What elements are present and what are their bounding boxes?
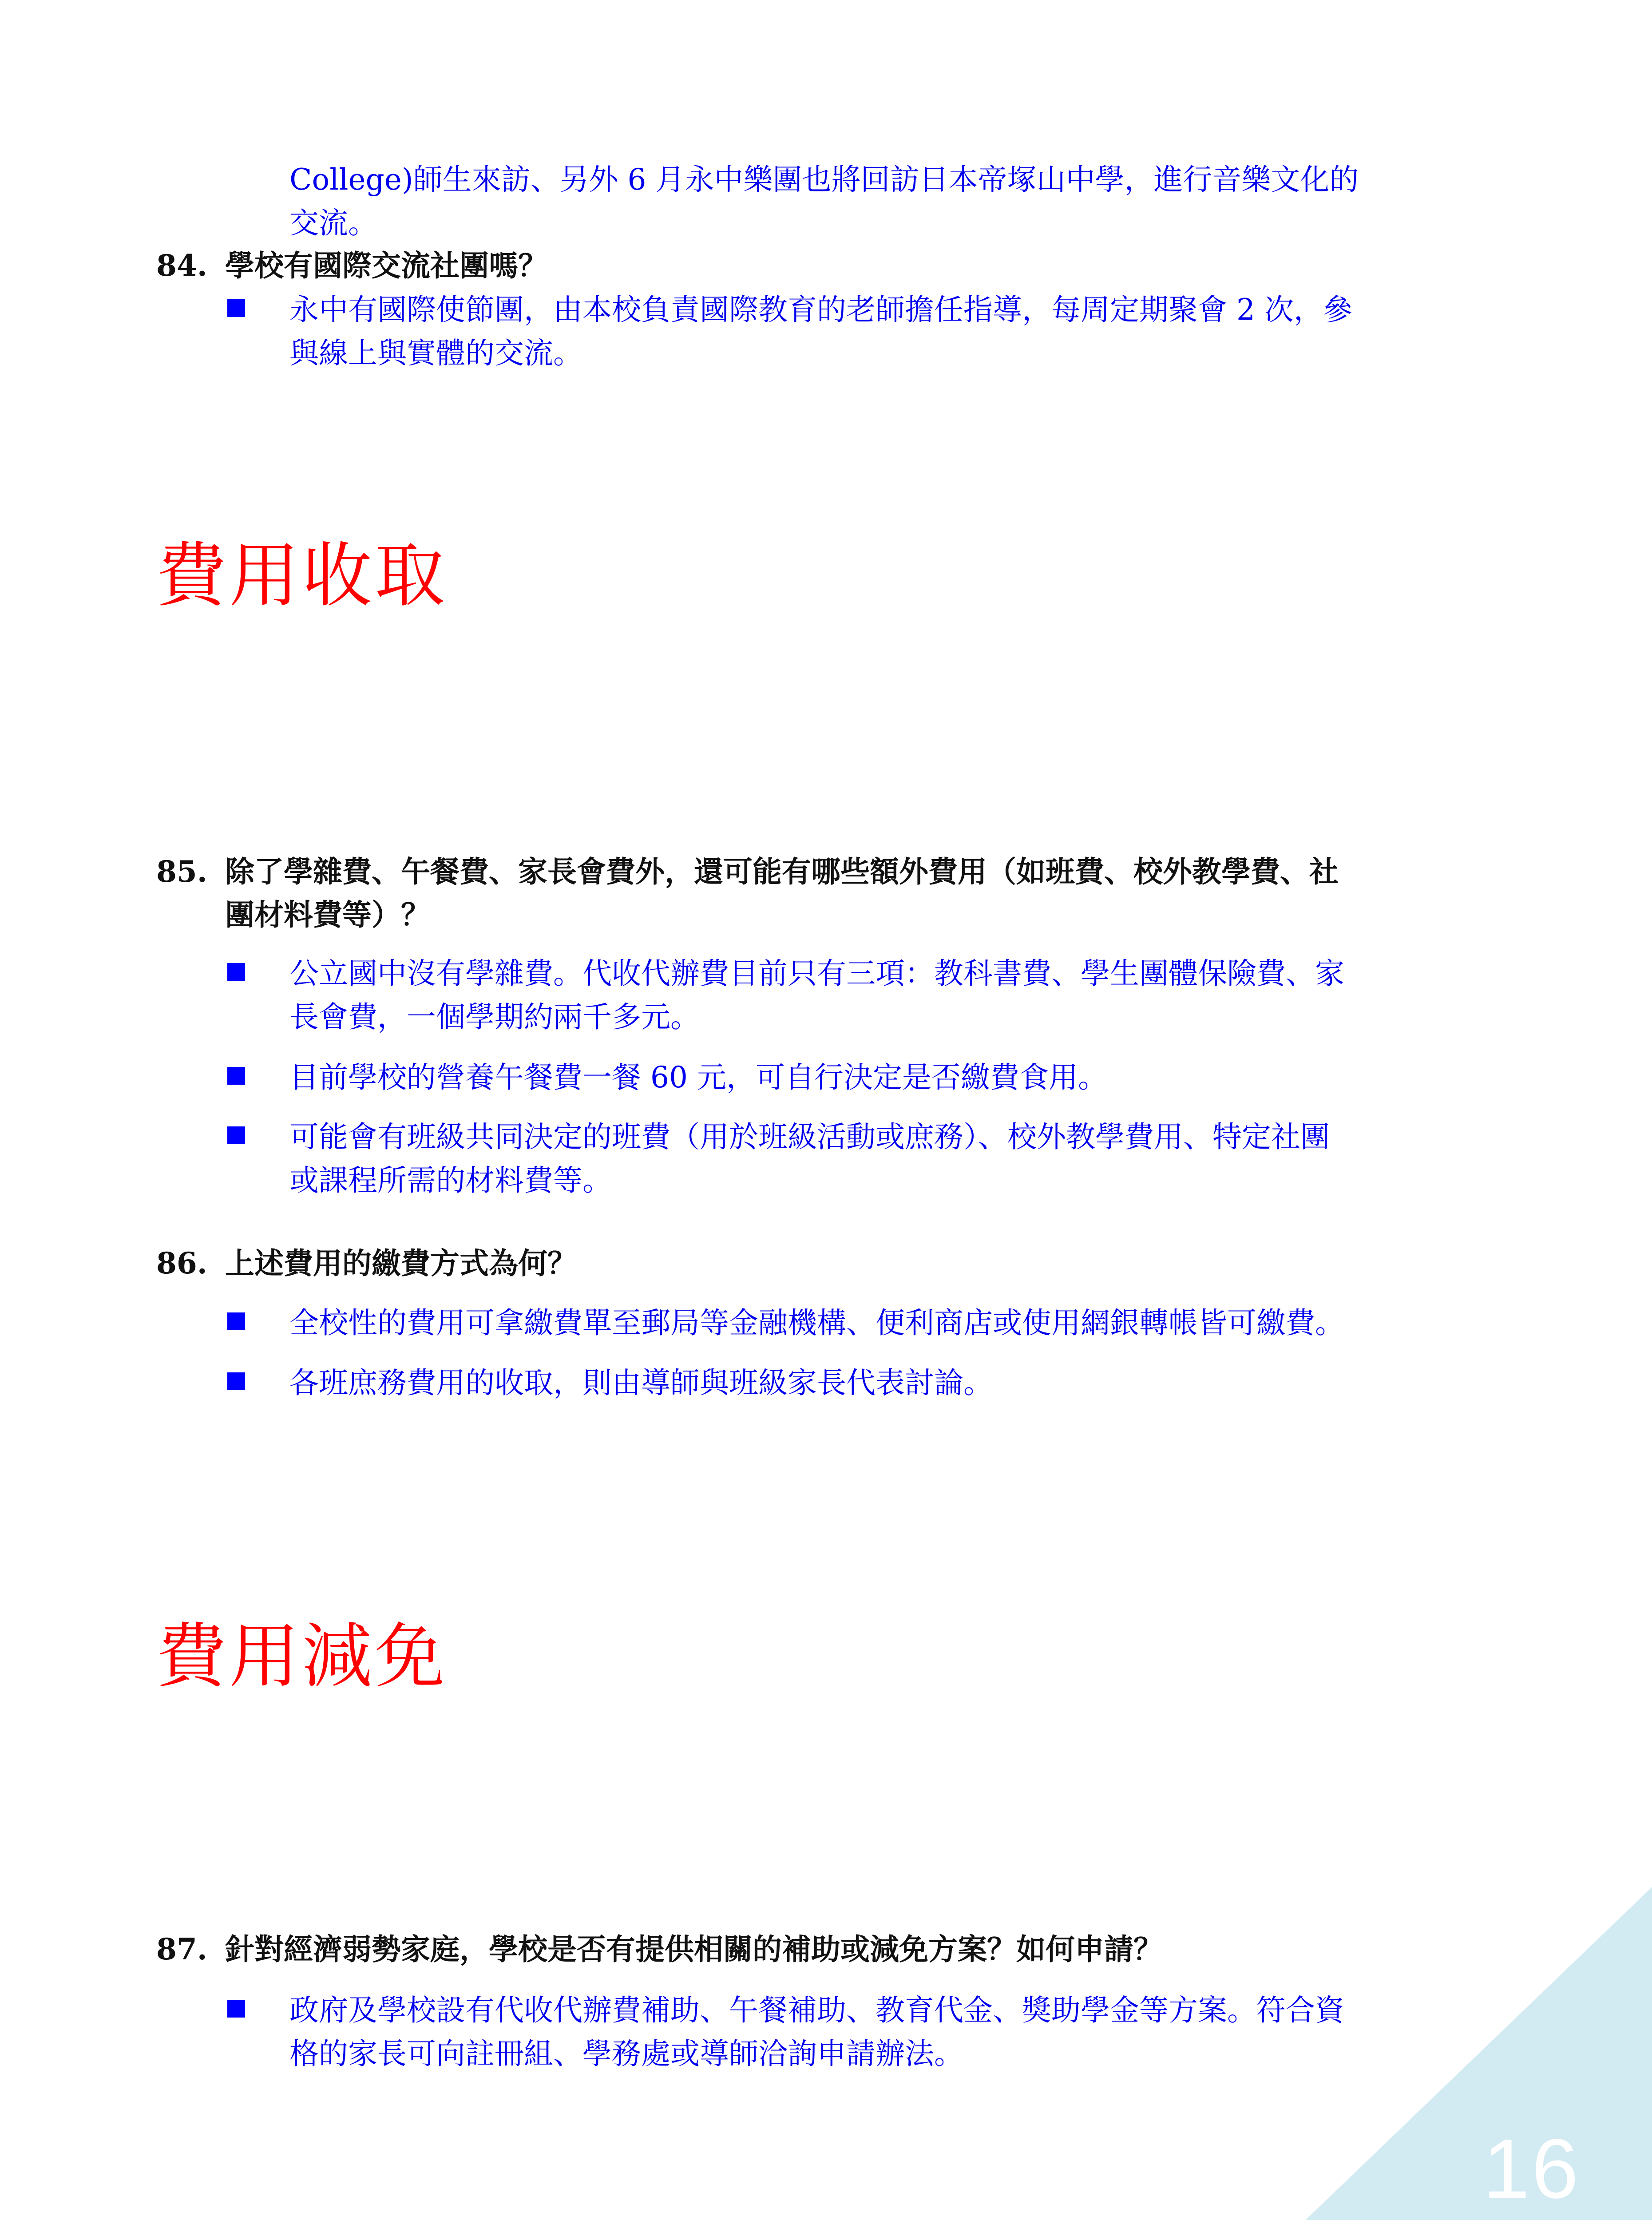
bullet-square-icon (227, 2000, 245, 2018)
question-87 (156, 1932, 1163, 1966)
answer-85-3-line-2: 或課程所需的材料費等。 (289, 1163, 612, 1197)
section-heading-fee-collection: 費用收取 (156, 535, 448, 617)
bullet-square-icon (227, 1126, 245, 1144)
answer-85-1-line-1: 公立國中沒有學雜費。代收代辦費目前只有三項：教科書費、學生團體保險費、家 (289, 956, 1344, 991)
question-85-line-2: 團材料費等）？ (225, 897, 430, 932)
answer-84-1-line-2: 與線上與實體的交流。 (289, 336, 582, 370)
question-number: 87. (156, 1932, 207, 1966)
answer-84-1-line-1: 永中有國際使節團，由本校負責國際教育的老師擔任指導，每周定期聚會 2 次，參 (289, 293, 1352, 327)
question-text: 除了學雜費、午餐費、家長會費外，還可能有哪些額外費用（如班費、校外教學費、社 (225, 854, 1339, 889)
question-number: 85. (156, 854, 207, 889)
question-number: 86. (156, 1246, 207, 1280)
bullet-square-icon (227, 299, 245, 317)
answer-87-1-line-2: 格的家長可向註冊組、學務處或導師洽詢申請辦法。 (289, 2037, 963, 2071)
question-text: 學校有國際交流社團嗎？ (225, 248, 547, 283)
question-text: 上述費用的繳費方式為何？ (225, 1246, 577, 1280)
bullet-square-icon (227, 1372, 245, 1390)
answer-86-2-line-1: 各班庶務費用的收取，則由導師與班級家長代表討論。 (289, 1366, 993, 1400)
answer-85-2-line-1: 目前學校的營養午餐費一餐 60 元，可自行決定是否繳費食用。 (289, 1060, 1107, 1094)
bullet-square-icon (227, 1312, 245, 1330)
answer-87-1-line-1: 政府及學校設有代收代辦費補助、午餐補助、教育代金、獎助學金等方案。符合資 (289, 1993, 1344, 2027)
answer-85-3-line-1: 可能會有班級共同決定的班費（用於班級活動或庶務）、校外教學費用、特定社團 (289, 1120, 1330, 1154)
bullet-square-icon (227, 1067, 245, 1085)
answer-85-1-line-2: 長會費，一個學期約兩千多元。 (289, 1000, 700, 1034)
page-number: 16 (1483, 2122, 1581, 2216)
bullet-square-icon (227, 963, 245, 981)
intro-line-2: 交流。 (289, 206, 377, 240)
answer-86-1-line-1: 全校性的費用可拿繳費單至郵局等金融機構、便利商店或使用網銀轉帳皆可繳費。 (289, 1306, 1344, 1340)
question-84 (156, 248, 547, 283)
question-86 (156, 1246, 577, 1280)
section-heading-fee-reduction: 費用減免 (156, 1616, 448, 1697)
question-number: 84. (156, 248, 207, 283)
intro-line-1: College)師生來訪、另外 6 月永中樂團也將回訪日本帝塚山中學，進行音樂文化的 (289, 163, 1359, 197)
question-text: 針對經濟弱勢家庭，學校是否有提供相關的補助或減免方案？如何申請？ (225, 1932, 1163, 1966)
question-85-line-1 (156, 854, 1339, 889)
